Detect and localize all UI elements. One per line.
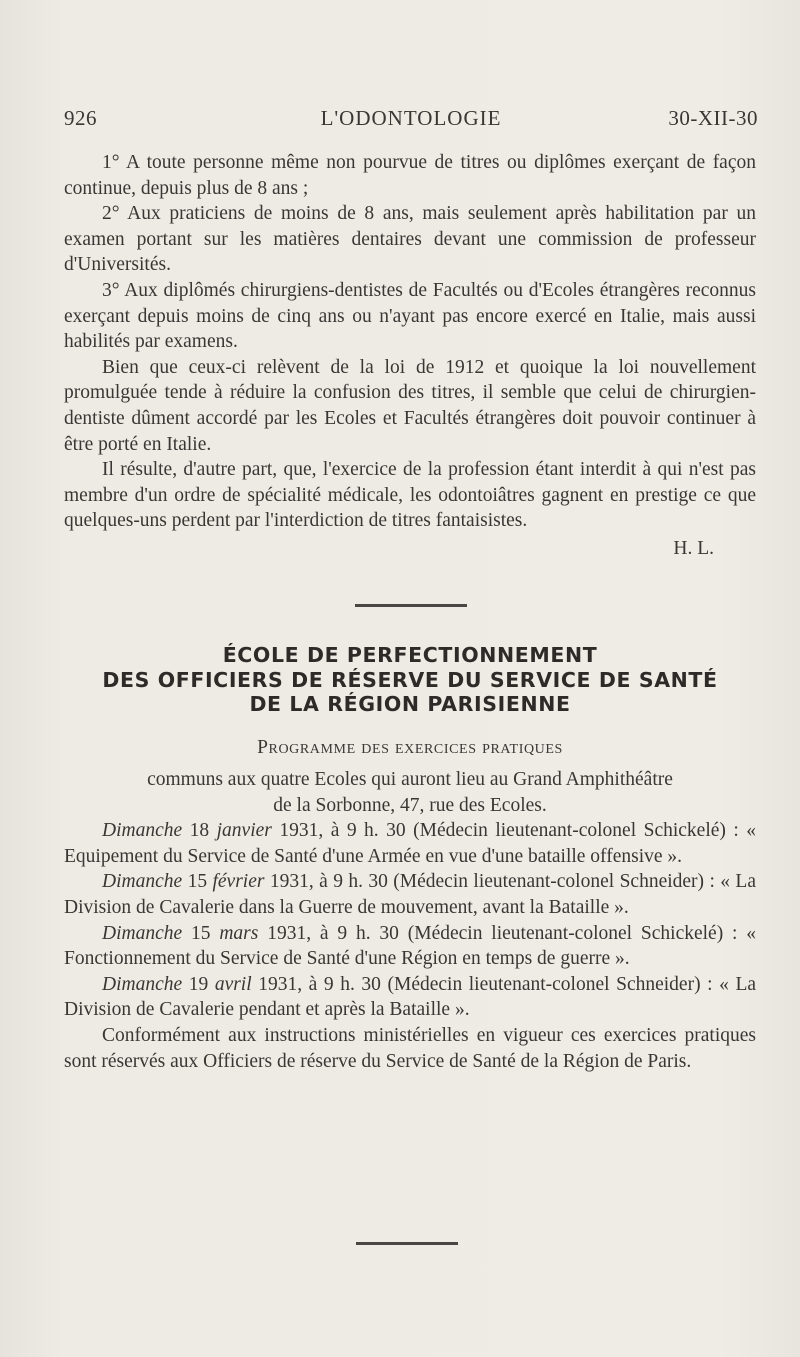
heading-line: DE LA RÉGION PARISIENNE — [249, 692, 571, 716]
session-details: 1931, à 9 h. 30 (Médecin lieutenant-colonel Schickelé) : « Equipement du Service de Santé d'une Armée en vue d'une bataille offensive ». — [64, 820, 757, 867]
closing-paragraph: Conformément aux instructions ministérielles en vigueur ces exercices pratiques sont réservés aux Officiers de réserve du Service de Santé de la Région de Paris. — [64, 1024, 756, 1072]
session-day: Dimanche — [102, 871, 183, 893]
session-date: 15 — [191, 922, 211, 944]
session-day: Dimanche — [102, 922, 183, 944]
session-date: 15 — [187, 871, 208, 893]
page-number: 926 — [64, 106, 97, 130]
paragraph: 2° Aux praticiens de moins de 8 ans, mais seulement après habilitation par un examen portant sur les matières dentaires devant une commission de professeur d'Universités. — [64, 203, 756, 276]
session-entry — [64, 921, 756, 972]
running-header — [64, 106, 758, 132]
journal-title: L'ODONTOLOGIE — [320, 106, 502, 130]
paragraph: 1° A toute personne même non pourvue de titres ou diplômes exerçant de façon continue, depuis plus de 8 ans ; — [64, 152, 756, 199]
paragraph: 3° Aux diplômés chirurgiens-dentistes de Facultés ou d'Ecoles étrangères reconnus exerçant depuis moins de cinq ans ou n'ayant pas encore exercé en Italie, mais aussi habilités par examens. — [64, 279, 756, 353]
program-subheading: Programme des exercices pratiques — [257, 737, 563, 758]
section-divider — [355, 604, 467, 607]
signature: H. L. — [673, 537, 714, 559]
session-month: janvier — [216, 820, 272, 842]
intro-line: communs aux quatre Ecoles qui auront lieu au Grand Amphithéâtre — [147, 769, 673, 790]
paragraph: Bien que ceux-ci relèvent de la loi de 1912 et quoique la loi nouvellement promulguée tende à réduire la confusion des titres, il semble que celui de chirurgien-dentiste dûment accordé par les Ecoles et Facultés étrangères doit pouvoir continuer à être porté en Italie. — [64, 356, 756, 455]
session-day: Dimanche — [102, 973, 183, 995]
session-month: mars — [219, 922, 259, 944]
session-details: 1931, à 9 h. 30 (Médecin lieutenant-colonel Schickelé) : « Fonctionnement du Service de Santé d'une Région en temps de guerre ». — [64, 922, 757, 970]
session-date: 18 — [189, 820, 210, 842]
intro-line: de la Sorbonne, 47, rue des Ecoles. — [273, 794, 547, 816]
session-entry — [64, 869, 756, 920]
top-section — [64, 150, 756, 562]
session-entry — [64, 972, 756, 1023]
session-details: 1931, à 9 h. 30 (Médecin lieutenant-colonel Schneider) : « La Division de Cavalerie dans la Guerre de mouvement, avant la Bataille ». — [64, 871, 756, 918]
session-details: 1931, à 9 h. 30 (Médecin lieutenant-colonel Schneider) : « La Division de Cavalerie pendant et après la Bataille ». — [64, 973, 757, 1021]
section-heading — [40, 643, 780, 717]
program-section — [64, 767, 756, 1074]
heading-line: DES OFFICIERS DE RÉSERVE DU SERVICE DE SANTÉ — [102, 667, 718, 692]
session-month: avril — [214, 973, 252, 995]
paragraph: Il résulte, d'autre part, que, l'exercice de la profession étant interdit à qui n'est pas membre d'un ordre de spécialité médicale, les odontoiâtres gagnent en prestige ce que quelques-uns perdent par l'interdiction de titres fantaisistes. — [64, 459, 756, 532]
session-day: Dimanche — [102, 820, 183, 842]
session-date: 19 — [188, 973, 209, 995]
issue-date: 30-XII-30 — [668, 106, 758, 130]
session-entry — [64, 818, 756, 869]
end-divider — [356, 1242, 458, 1245]
session-month: février — [212, 871, 265, 893]
heading-line: ÉCOLE DE PERFECTIONNEMENT — [222, 643, 598, 667]
